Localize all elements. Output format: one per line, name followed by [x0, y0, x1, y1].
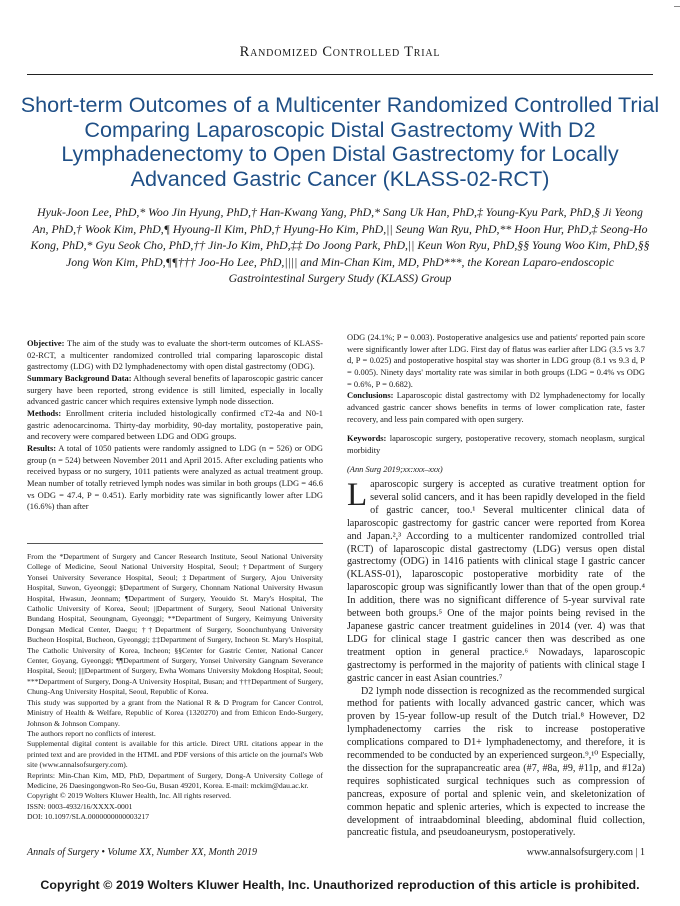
results-continued: ODG (24.1%; P = 0.003). Postoperative analgesics use and patients' reported pain score were significantly lower after LDG. First day of flatus was earlier after LDG (3.5 vs 3.7 d, P = 0.025) and postoperative hospital stay was shorter in LDG group (8.1 vs 9.3 d, P = 0.005). Ninety days' mortality rate was similar in both groups (LDG = 0.4% vs ODG = 0.6%, P = 0.682).: [347, 332, 645, 389]
intro-paragraph-2: D2 lymph node dissection is recognized as the recommended surgical method for patients with locally advanced gastric cancer, which was proven by 15-year follow-up result of the Dutch trial.⁸ However, D2 lymphadenectomy carries the risk to increase postoperative complications compared to D1+ lymphadenectomy, and therefore, it is recommended to be conducted by an experienced surgeon.⁹,¹⁰ Especially, the dissection for the suprapancreatic area (#7, #8a, #9, #11p, and #12a) requires sophisticated surgical techniques such as compression of pancreas, exposure of portal and splenic vein, and skeletonization of common hepatic and splenic arteries, which is expected to increase the development of intraabdominal bleeding, abdominal fluid collection, pancreatic fistula, and pseudoaneurysm, postoperatively.: [347, 685, 645, 839]
page-footer: www.annalsofsurgery.com | 1: [526, 847, 645, 858]
conclusions-label: Conclusions:: [347, 390, 394, 401]
doi: DOI: 10.1097/SLA.0000000000003217: [27, 812, 150, 822]
objective-label: Objective:: [27, 338, 65, 348]
reprints-note: Reprints: Min-Chan Kim, MD, PhD, Department of Surgery, Dong-A University College of Medicine, 26 Daesingongwon-Ro Seo-Gu, Busan 49201, Korea. E-mail: mckim@dau.ac.kr.: [27, 770, 323, 790]
background-label: Summary Background Data:: [27, 372, 132, 383]
methods-label: Methods:: [27, 407, 62, 418]
footnote-rule: [27, 543, 323, 544]
objective-text: The aim of the study was to evaluate the short-term outcomes of KLASS-02-RCT, a multicenter randomized controlled trial comparing laparoscopic distal gastrectomy (LDG) with D2 lymphadenectomy with open distal gastrectomy (ODG).: [27, 338, 323, 372]
author-list: Hyuk-Joon Lee, PhD,* Woo Jin Hyung, PhD,† Han-Kwang Yang, PhD,* Sang Uk Han, PhD,‡ Young-Kyu Park, PhD,§ Ji Yeong An, PhD,† Wook Kim, PhD,¶ Hyoung-Il Kim, PhD,† Hyung-Ho Kim, PhD,|| Seung Wan Ryu, PhD,** Hoon Hur, PhD,‡ Seong-Ho Kong, PhD,* Gyu Seok Cho, PhD,†† Jin-Jo Kim, PhD,‡‡ Do Joong Park, PhD,|| Keun Won Ryu, PhD,§§ Young Woo Kim, PhD,§§ Jong Won Kim, PhD,¶¶††† Joo-Ho Lee, PhD,|||| and Min-Chan Kim, MD, PhD***, the Korean Laparo-endoscopic Gastrointestinal Surgery Study (KLASS) Group: [30, 205, 650, 286]
supplemental-note: Supplemental digital content is available for this article. Direct URL citations appear in the printed text and are provided in the HTML and PDF versions of this article on the journal's Web site (www.annalsofsurgery.com).: [27, 739, 323, 770]
conflicts-note: The authors report no conflicts of interest.: [27, 728, 156, 738]
abstract-right-column: [347, 332, 645, 425]
background-text: Although several benefits of laparoscopic gastric cancer surgery have been reported, strong evidence is still limited, especially in locally advanced gastric cancer which requires extensive lymph node dissection.: [27, 372, 323, 407]
keywords-text: laparoscopic surgery, postoperative recovery, stomach neoplasm, surgical morbidity: [347, 433, 645, 455]
abstract-left-column: [27, 338, 323, 513]
issn: ISSN: 0003-4932/16/XXXX-0001: [27, 801, 133, 811]
methods-text: Enrollment criteria included histologically confirmed cT2-4a and N0-1 gastric adenocarcinoma. Thirty-day morbidity, 90-day mortality, postoperative pain, and recovery were compared between LDG and ODG groups.: [27, 407, 324, 442]
section-header: Randomized Controlled Trial: [239, 44, 441, 60]
introduction: [347, 479, 645, 840]
citation: (Ann Surg 2019;xx:xxx–xxx): [347, 464, 443, 474]
results-text: A total of 1050 patients were randomly assigned to LDG (n = 526) or ODG group (n = 524) between November 2011 and April 2015. After excluding patients who received bypass or no surgery, 1011 patients were analyzed as actual treatment group. Mean number of totally retrieved lymph nodes was similar in both groups (LDG = 46.6 vs ODG = 47.4, P = 0.451). Early morbidity rate was significantly lower after LDG (16.6%) than after: [27, 442, 323, 512]
funding-note: This study was supported by a grant from the National R & D Program for Cancer Control, Ministry of Health & Welfare, Republic of Korea (1320270) and from Ethicon Endo-Surgery, Johnson & Johnson Company.: [27, 697, 323, 728]
keywords-label: Keywords:: [347, 433, 387, 443]
affiliations: From the *Department of Surgery and Cancer Research Institute, Seoul National University College of Medicine, Seoul National University Hospital, Seoul; †Department of Surgery Yonsei University Severance Hospital, Seoul; ‡Department of Surgery, Ajou University Hospital, Suwon, Gyeonggi; §Department of Surgery, Chonnam National University Hwasun Hospital, Hwasun, Jeonnam; ¶Department of Surgery, Yeouido St. Mary's Hospital, The Catholic University of Korea, Seoul; ||Department of Surgery, Seoul National University Bundang Hospital, Seoungnam, Gyeonggi; **Department of Surgery, Keimyung University Dongsan Medical Center, Daegu; ††Department of Surgery, Soonchunhyang University Bucheon Hospital, Bucheon, Gyeonggi; ‡‡Department of Surgery, Incheon St. Mary's Hospital, The Catholic University of Korea, Incheon; §§Center for Gastric Center, National Cancer Center, Goyang, Gyeonggi; ¶¶Department of Surgery, Yonsei University Gangnam Severance Hospital, Seoul; ||||Department of Surgery, Ewha Womans University Mokdong Hospital, Seoul; ***Department of Surgery, Dong-A University Hospital, Busan; and †††Department of Surgery, Chung-Ang University Hospital, Seoul, Republic of Korea.: [27, 552, 323, 697]
conclusions-text: Laparoscopic distal gastrectomy with D2 lymphadenectomy for locally advanced gastric cancer shows benefits in terms of lower complication rate, faster recovery, and less pain compared with open surgery.: [347, 390, 646, 424]
copyright-line: Copyright © 2019 Wolters Kluwer Health, Inc. All rights reserved.: [27, 791, 232, 801]
corner-mark: [674, 6, 680, 7]
journal-footer: Annals of Surgery • Volume XX, Number XX, Month 2019: [27, 847, 258, 858]
intro-paragraph-1: aparoscopic surgery is accepted as curative treatment option for several solid cancers, and it has been rapidly developed in the field of gastric cancer, too.¹ Several multicenter clinical data of laparoscopic gastrectomy for gastric cancer were reported from Korea and Japan.²,³ According to a multicenter randomized controlled trial (RCT) of laparoscopic distal gastrectomy (LDG) versus open distal gastrectomy (ODG) in 1416 patients with clinical stage I gastric cancer (KLASS-01), laparoscopic postoperative morbidity rate of the laparoscopic group was significantly lower than that of the open group.⁴ In addition, there was no significant difference of 5-year survival rate between both groups.⁵ One of the major points being revised in the Japanese gastric cancer treatment guidelines in 2014 (ver. 4) was that LDG for clinical stage I gastric cancer then was described as one treatment option in general practice.⁶ Nowadays, laparoscopic gastrectomy is performed in the majority of patients with clinical stage I gastric cancer in east Asian countries.⁷: [347, 479, 645, 684]
footnotes: [27, 552, 323, 823]
header-rule: [27, 74, 653, 75]
results-label: Results:: [27, 442, 57, 453]
keywords: [347, 433, 645, 456]
drop-cap: L: [347, 477, 368, 513]
article-title: Short-term Outcomes of a Multicenter Randomized Controlled Trial Comparing Laparoscopic Distal Gastrectomy With D2 Lymphadenectomy to Open Distal Gastrectomy for Locally Advanced Gastric Cancer (KLASS-02-RCT): [20, 92, 660, 191]
copyright-banner: Copyright © 2019 Wolters Kluwer Health, Inc. Unauthorized reproduction of this article is prohibited.: [40, 878, 640, 892]
